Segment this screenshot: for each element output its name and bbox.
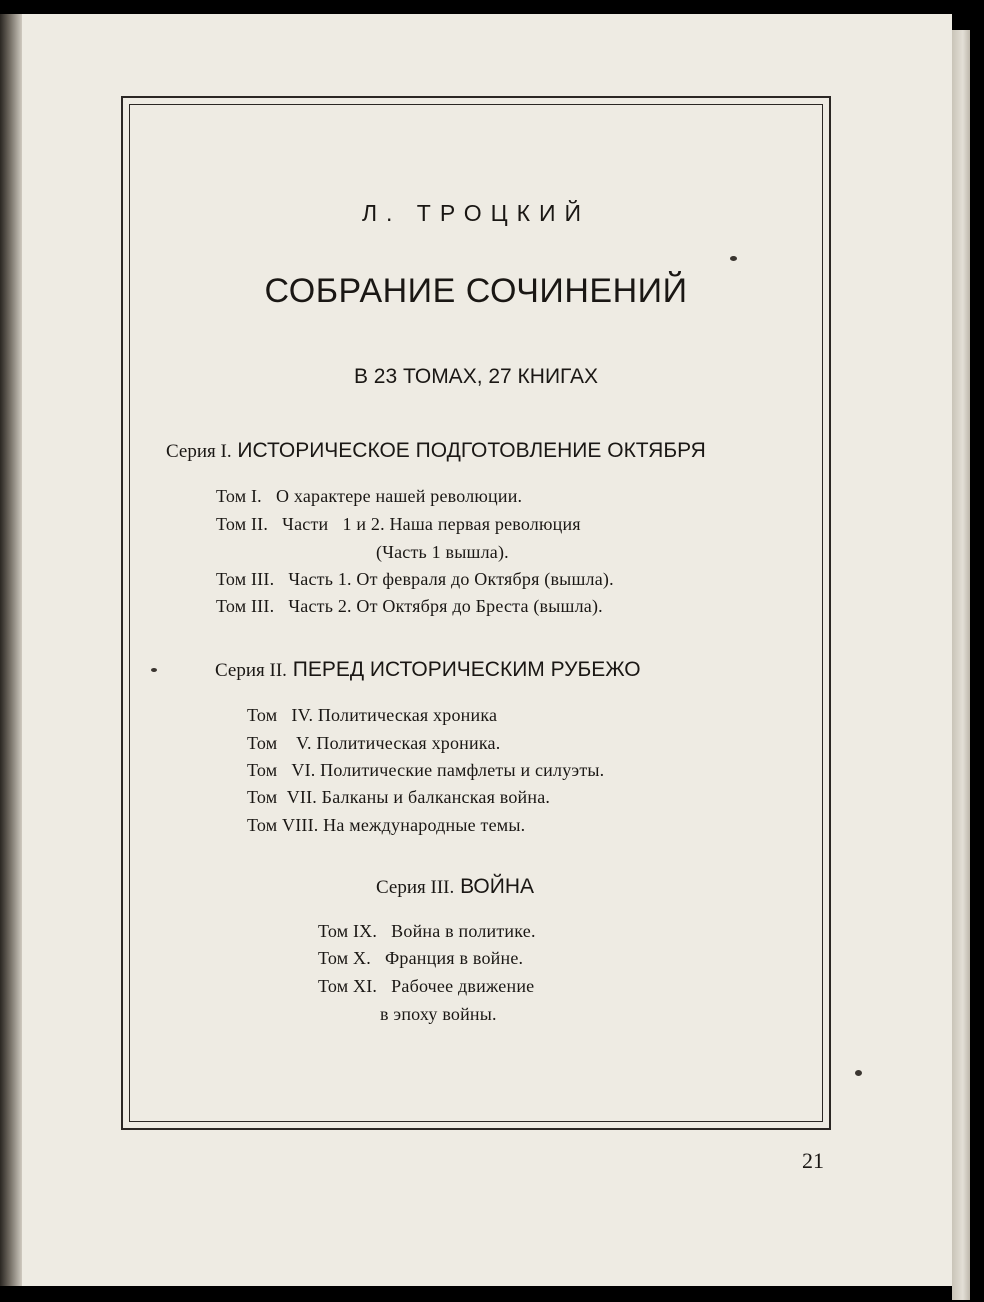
series-name: ИСТОРИЧЕСКОЕ ПОДГОТОВЛЕНИЕ ОКТЯБРЯ xyxy=(237,439,706,462)
series-label: Серия II. xyxy=(215,660,287,681)
volume-line: Том VIII. На международные темы. xyxy=(247,815,526,835)
paper-speck xyxy=(855,1070,862,1076)
series-heading-2 xyxy=(215,658,641,682)
series-heading-1 xyxy=(166,439,706,463)
volume-line: Том XI. Рабочее движение xyxy=(318,976,535,996)
volume-line: Том IX. Война в политике. xyxy=(318,921,536,941)
author-name: Л. ТРОЦКИЙ xyxy=(361,200,591,226)
volume-line: Том III. Часть 1. От февраля до Октября (вышла). xyxy=(216,569,614,589)
series-name: ПЕРЕД ИСТОРИЧЕСКИМ РУБЕЖО xyxy=(292,658,641,681)
volume-line: Том VII. Балканы и балканская война. xyxy=(247,787,551,807)
volume-line: Том II. Части 1 и 2. Наша первая революция xyxy=(216,514,581,534)
series-name: ВОЙНА xyxy=(460,875,534,898)
series-heading-3 xyxy=(376,875,534,899)
volume-line: Том X. Франция в войне. xyxy=(318,948,524,968)
volume-count: В 23 ТОМАХ, 27 КНИГАХ xyxy=(353,365,599,388)
series-label: Серия III. xyxy=(376,877,455,898)
series-label: Серия I. xyxy=(166,441,232,462)
volume-line: Том III. Часть 2. От Октября до Бреста (вышла). xyxy=(216,596,603,616)
volume-line: Том I. О характере нашей революции. xyxy=(216,486,523,506)
paper-speck xyxy=(730,256,737,261)
volume-line: Том V. Политическая хроника. xyxy=(247,733,501,753)
volume-line: в эпоху войны. xyxy=(380,1004,497,1024)
paper-speck xyxy=(151,668,157,672)
volume-line: Том VI. Политические памфлеты и силуэты. xyxy=(247,760,605,780)
collection-title: СОБРАНИЕ СОЧИНЕНИЙ xyxy=(264,272,688,310)
page-number: 21 xyxy=(802,1148,824,1173)
volume-line: Том IV. Политическая хроника xyxy=(247,705,498,725)
volume-line: (Часть 1 вышла). xyxy=(376,542,509,562)
page-edge xyxy=(952,30,970,1300)
